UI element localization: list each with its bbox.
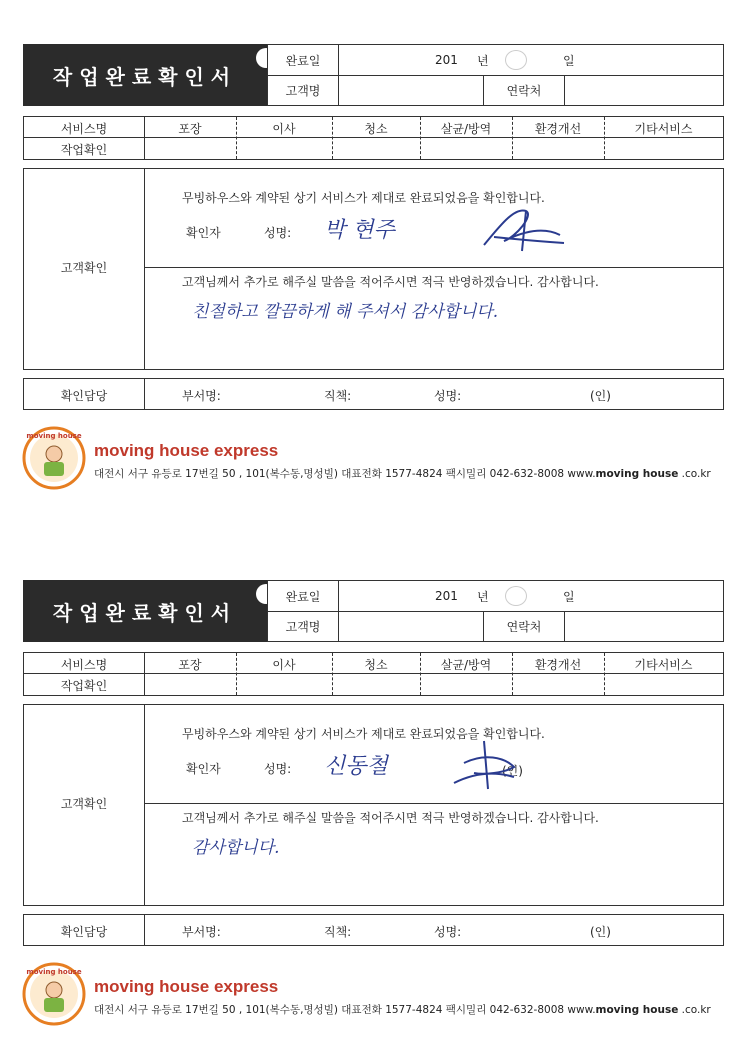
completion-date-field[interactable]	[338, 44, 724, 76]
service-item: 살균/방역	[440, 122, 492, 136]
seal-label: (인)	[590, 925, 611, 939]
signature-scribble	[464, 197, 584, 257]
dept-label: 부서명:	[182, 925, 221, 939]
company-address	[94, 1002, 711, 1017]
manager-name-label: 성명:	[434, 389, 462, 403]
signature-scribble	[444, 733, 564, 793]
svg-text:moving house: moving house	[26, 968, 82, 976]
date-day-unit: 일	[563, 53, 575, 68]
confirm-row-label: 작업확인	[60, 679, 108, 693]
confirmer-label: 확인자	[186, 762, 221, 776]
work-confirm-cell[interactable]	[332, 674, 420, 695]
customer-name-field[interactable]	[338, 75, 484, 106]
position-label: 직책:	[324, 925, 352, 939]
work-confirm-cell[interactable]	[144, 138, 236, 159]
site-bold: moving house	[595, 468, 679, 480]
contact-label: 연락처	[483, 611, 565, 642]
customer-confirm-section	[23, 704, 724, 906]
stamp-mark: (인)	[502, 764, 523, 778]
work-confirm-cell[interactable]	[512, 138, 604, 159]
seal-label: (인)	[590, 389, 611, 403]
manager-row	[23, 378, 724, 410]
confirmer-label: 확인자	[186, 226, 221, 240]
service-item: 청소	[364, 122, 388, 136]
address-text: 대전시 서구 유등로 17번길 50 , 101(복수동,명성빌) 대표전화 1577-4824 팩시밀리 042-632-8008 www.	[94, 1004, 596, 1016]
svg-text:moving house: moving house	[26, 432, 82, 440]
dept-label: 부서명:	[182, 389, 221, 403]
date-day-unit: 일	[563, 589, 575, 604]
name-label: 성명:	[264, 762, 292, 776]
company-address	[94, 466, 711, 481]
services-table	[23, 116, 724, 160]
service-row-label: 서비스명	[60, 122, 108, 136]
site-tail: .co.kr	[678, 468, 711, 480]
completion-date-label: 완료일	[267, 44, 339, 76]
work-confirm-cell[interactable]	[604, 138, 723, 159]
work-confirm-cell[interactable]	[332, 138, 420, 159]
work-confirm-cell[interactable]	[420, 674, 512, 695]
manager-name-label: 성명:	[434, 925, 462, 939]
handwritten-comment: 친절하고 깔끔하게 해 주셔서 감사합니다.	[192, 302, 499, 322]
work-confirm-cell[interactable]	[144, 674, 236, 695]
completion-form-1	[0, 0, 740, 520]
work-confirm-cell[interactable]	[420, 138, 512, 159]
completion-form-2	[0, 536, 740, 1056]
contact-field[interactable]	[564, 75, 724, 106]
brand-name: moving house express	[94, 977, 279, 996]
customer-confirm-label: 고객확인	[60, 261, 108, 275]
company-logo	[22, 962, 86, 1026]
service-item: 환경개선	[534, 658, 582, 672]
handwritten-comment: 감사합니다.	[192, 838, 280, 858]
form-title: 작업완료확인서	[23, 44, 267, 106]
service-item: 포장	[178, 122, 202, 136]
date-year: 201	[435, 53, 458, 67]
site-tail: .co.kr	[678, 1004, 711, 1016]
manager-label: 확인담당	[60, 925, 108, 939]
service-item: 기타서비스	[634, 122, 693, 136]
service-item: 기타서비스	[634, 658, 693, 672]
site-bold: moving house	[595, 1004, 679, 1016]
confirm-statement: 무빙하우스와 계약된 상기 서비스가 제대로 완료되었음을 확인합니다.	[182, 727, 545, 741]
position-label: 직책:	[324, 389, 352, 403]
completion-date-field[interactable]	[338, 580, 724, 612]
customer-name-label: 고객명	[267, 611, 339, 642]
work-confirm-cell[interactable]	[236, 674, 332, 695]
confirm-statement: 무빙하우스와 계약된 상기 서비스가 제대로 완료되었음을 확인합니다.	[182, 191, 545, 205]
work-confirm-cell[interactable]	[604, 674, 723, 695]
punch-hole	[505, 50, 527, 70]
service-item: 이사	[272, 658, 296, 672]
confirm-row-label: 작업확인	[60, 143, 108, 157]
contact-label: 연락처	[483, 75, 565, 106]
date-year: 201	[435, 589, 458, 603]
handwritten-name: 신동철	[324, 754, 388, 779]
form-title: 작업완료확인서	[23, 580, 267, 642]
customer-name-field[interactable]	[338, 611, 484, 642]
punch-hole	[505, 586, 527, 606]
service-item: 이사	[272, 122, 296, 136]
service-row-label: 서비스명	[60, 658, 108, 672]
customer-name-label: 고객명	[267, 75, 339, 106]
service-item: 환경개선	[534, 122, 582, 136]
services-table	[23, 652, 724, 696]
company-logo	[22, 426, 86, 490]
service-item: 포장	[178, 658, 202, 672]
contact-field[interactable]	[564, 611, 724, 642]
address-text: 대전시 서구 유등로 17번길 50 , 101(복수동,명성빌) 대표전화 1577-4824 팩시밀리 042-632-8008 www.	[94, 468, 596, 480]
request-text: 고객님께서 추가로 해주실 말씀을 적어주시면 적극 반영하겠습니다. 감사합니다.	[182, 275, 599, 289]
date-year-unit: 년	[477, 53, 489, 68]
manager-label: 확인담당	[60, 389, 108, 403]
customer-confirm-label: 고객확인	[60, 797, 108, 811]
manager-row	[23, 914, 724, 946]
brand-name: moving house express	[94, 441, 279, 460]
name-label: 성명:	[264, 226, 292, 240]
completion-date-label: 완료일	[267, 580, 339, 612]
work-confirm-cell[interactable]	[512, 674, 604, 695]
service-item: 살균/방역	[440, 658, 492, 672]
handwritten-name: 박 현주	[324, 218, 395, 243]
service-item: 청소	[364, 658, 388, 672]
request-text: 고객님께서 추가로 해주실 말씀을 적어주시면 적극 반영하겠습니다. 감사합니다.	[182, 811, 599, 825]
date-year-unit: 년	[477, 589, 489, 604]
work-confirm-cell[interactable]	[236, 138, 332, 159]
customer-confirm-section	[23, 168, 724, 370]
